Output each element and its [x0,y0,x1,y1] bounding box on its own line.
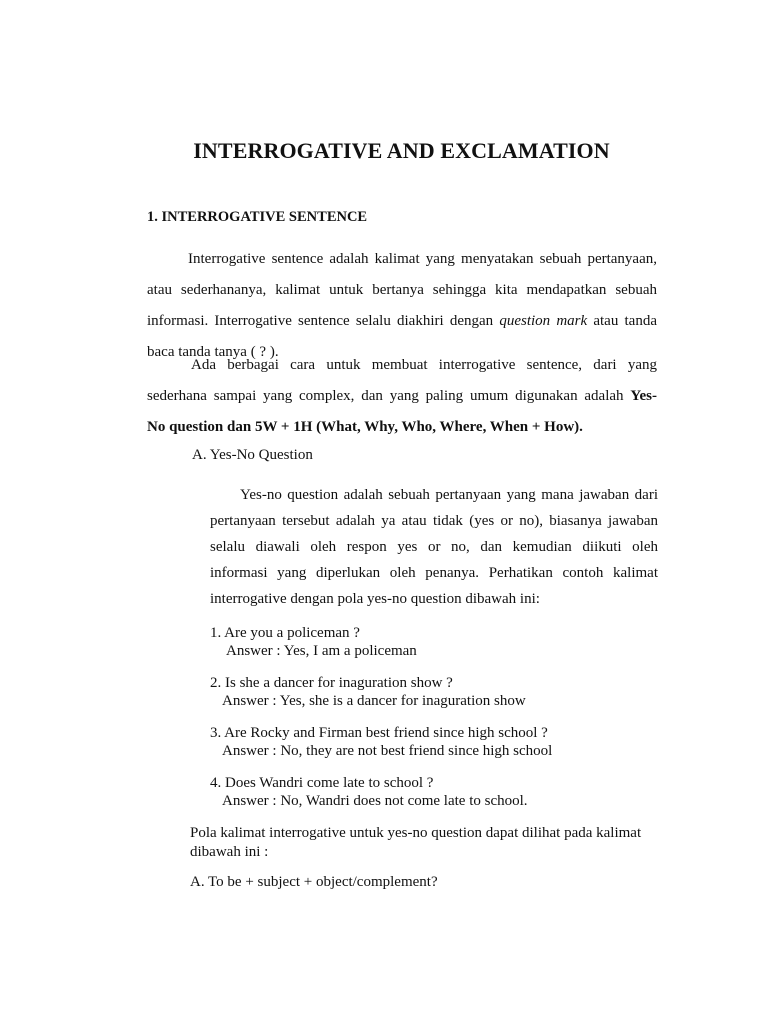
paragraph-line: selalu diawali oleh respon yes or no, dan kemudian diikuti oleh [210,539,658,555]
section-heading: 1. INTERROGATIVE SENTENCE [147,209,368,225]
example-answer: Answer : No, Wandri does not come late to school. [222,793,528,809]
example-question: 4. Does Wandri come late to school ? [210,775,434,791]
paragraph-line: baca tanda tanya ( ? ). [147,344,279,360]
example-item [210,624,417,660]
subheading-yes-no: A. Yes-No Question [192,447,313,463]
paragraph-line: atau sederhananya, kalimat untuk bertanya sehingga kita mendapatkan sebuah [147,282,657,298]
example-item [210,724,552,760]
bold-text: Yes- [630,388,657,404]
pattern-formula: A. To be + subject + object/complement? [190,874,438,890]
emphasis-text: question mark [499,313,588,329]
paragraph-line: Yes-no question adalah sebuah pertanyaan yang mana jawaban dari [240,487,658,503]
bold-text: No question dan 5W + 1H (What, Why, Who, Where, When + How). [147,419,583,435]
example-answer: Answer : Yes, I am a policeman [226,643,417,659]
example-question: 3. Are Rocky and Firman best friend since high school ? [210,725,548,741]
example-question: 1. Are you a policeman ? [210,625,360,641]
example-item [210,674,526,710]
example-answer: Answer : No, they are not best friend since high school [222,743,553,759]
paragraph-line: interrogative dengan pola yes-no question dibawah ini: [210,591,540,607]
example-question: 2. Is she a dancer for inaguration show ? [210,675,453,691]
paragraph-yes-no [210,482,658,612]
paragraph-line: dibawah ini : [190,844,269,860]
page-title: INTERROGATIVE AND EXCLAMATION [193,138,610,163]
paragraph-line: Pola kalimat interrogative untuk yes-no question dapat dilihat pada kalimat [190,825,642,841]
example-item [210,774,528,810]
example-answer: Answer : Yes, she is a dancer for inaguration show [222,693,526,709]
paragraph-pattern [190,824,660,862]
paragraph-line: Interrogative sentence adalah kalimat yang menyatakan sebuah pertanyaan, [188,251,657,267]
paragraph-line: informasi. Interrogative sentence selalu diakhiri dengan question mark atau tanda [147,313,658,329]
paragraph-line: Ada berbagai cara untuk membuat interrogative sentence, dari yang [191,357,657,373]
paragraph-line: pertanyaan tersebut adalah ya atau tidak (yes or no), biasanya jawaban [210,513,658,529]
paragraph-methods [147,350,657,443]
paragraph-line: informasi yang diperlukan oleh penanya. Perhatikan contoh kalimat [210,565,658,581]
paragraph-line [147,412,657,443]
paragraph-line: sederhana sampai yang complex, dan yang paling umum digunakan adalah Yes- [147,388,657,404]
